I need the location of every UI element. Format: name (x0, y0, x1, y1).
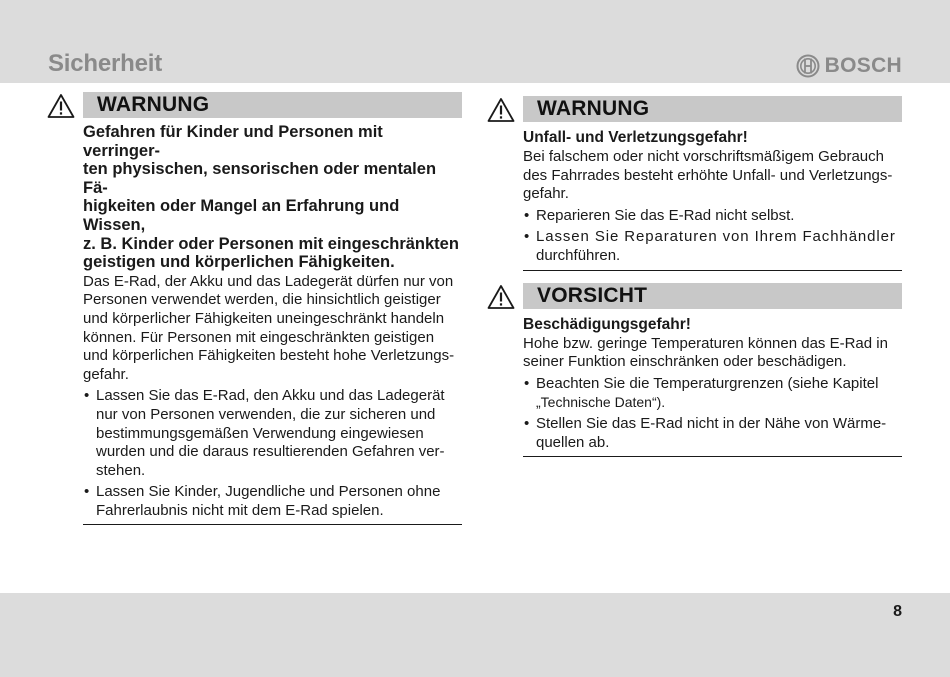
body-line: Hohe bzw. geringe Temperaturen können das E-Rad in (523, 334, 888, 352)
body-line: Das E-Rad, der Akku und das Ladegerät dürfen nur von (83, 272, 454, 290)
hazard-line: z. B. Kinder oder Personen mit eingeschränkten (83, 234, 459, 253)
body-line: Bei falschem oder nicht vorschriftsmäßigem Gebrauch (523, 148, 884, 165)
body-text (523, 335, 902, 372)
footer-band (0, 593, 950, 677)
warning-notice-children (83, 92, 462, 525)
signal-word: WARNUNG (523, 96, 902, 122)
list-item (83, 387, 462, 480)
bullet-dot: • (84, 387, 90, 405)
list-item-line: Lassen Sie Kinder, Jugendliche und Personen ohne (96, 483, 441, 501)
left-column (83, 92, 462, 535)
list-item (523, 415, 902, 452)
body-line: seiner Funktion einschränken oder beschädigen. (523, 353, 847, 371)
hazard-description: Unfall- und Verletzungsgefahr! (523, 129, 748, 146)
list-item-line: Reparieren Sie das E-Rad nicht selbst. (536, 206, 795, 224)
list-item-line: nur von Personen verwenden, die zur sicheren und (96, 405, 436, 423)
warning-notice-accident (523, 96, 902, 271)
list-item (523, 207, 902, 226)
bullet-dot: • (524, 374, 530, 392)
body-text (523, 148, 902, 204)
hazard-description: Beschädigungsgefahr! (523, 315, 691, 333)
instruction-list (83, 387, 462, 524)
signal-word: WARNUNG (83, 92, 462, 118)
warning-triangle-icon (47, 93, 75, 119)
instruction-list (523, 207, 902, 270)
list-item (523, 375, 902, 412)
bullet-dot: • (84, 483, 90, 501)
signal-word: VORSICHT (523, 283, 902, 309)
hazard-line: geistigen und körperlichen Fähigkeiten. (83, 253, 395, 272)
bullet-dot: • (524, 228, 530, 246)
list-item-line: „Technische Daten“). (536, 394, 666, 411)
list-item-line: durchführen. (536, 246, 621, 264)
list-item-line: Stellen Sie das E-Rad nicht in der Nähe von Wärme- (536, 414, 887, 432)
body-line: und körperlichen Fähigkeiten besteht hohe Verletzungs- (83, 347, 455, 365)
body-line: gefahr. (523, 185, 569, 203)
body-line: können. Für Personen mit eingeschränkten geistigen (83, 328, 435, 346)
body-line: und körperlicher Fähigkeiten uneingeschränkt handeln (83, 309, 445, 327)
warning-triangle-icon (487, 284, 515, 310)
list-item-line: bestimmungsgemäßen Verwendung eingewiesen (96, 424, 424, 442)
body-line: des Fahrrades besteht erhöhte Unfall- und Verletzungs- (523, 166, 893, 184)
list-item-line: Lassen Sie das E-Rad, den Akku und das Ladegerät (96, 387, 445, 405)
hazard-description (83, 123, 462, 272)
list-item-line: Lassen Sie Reparaturen von Ihrem Fachhändler (536, 228, 896, 246)
list-item-line: Beachten Sie die Temperaturgrenzen (siehe Kapitel (536, 374, 879, 392)
list-item-line: quellen ab. (536, 433, 610, 451)
body-line: gefahr. (83, 365, 129, 383)
page-title: Sicherheit (48, 50, 163, 77)
list-item (523, 228, 902, 265)
list-item-line: wurden und die daraus resultierenden Gefahren ver- (96, 443, 445, 461)
hazard-line: Gefahren für Kinder und Personen mit verringer- (83, 123, 383, 160)
hazard-line: ten physischen, sensorischen oder mentalen Fä- (83, 160, 437, 197)
body-line: Personen verwendet werden, die hinsichtlich geistiger (83, 291, 441, 309)
bullet-dot: • (524, 414, 530, 432)
bullet-dot: • (524, 206, 530, 224)
list-item-line: Fahrerlaubnis nicht mit dem E-Rad spielen. (96, 501, 384, 519)
hazard-line: higkeiten oder Mangel an Erfahrung und Wissen, (83, 197, 400, 234)
brand-logo-group (796, 54, 902, 78)
instruction-list (523, 375, 902, 456)
body-text (83, 273, 462, 385)
page-number: 8 (893, 603, 902, 620)
caution-notice-damage (523, 283, 902, 458)
bosch-armature-icon (796, 54, 820, 78)
brand-name: BOSCH (824, 54, 902, 77)
list-item-line: stehen. (96, 461, 146, 479)
warning-triangle-icon (487, 97, 515, 123)
list-item (83, 483, 462, 520)
right-column (523, 96, 902, 467)
